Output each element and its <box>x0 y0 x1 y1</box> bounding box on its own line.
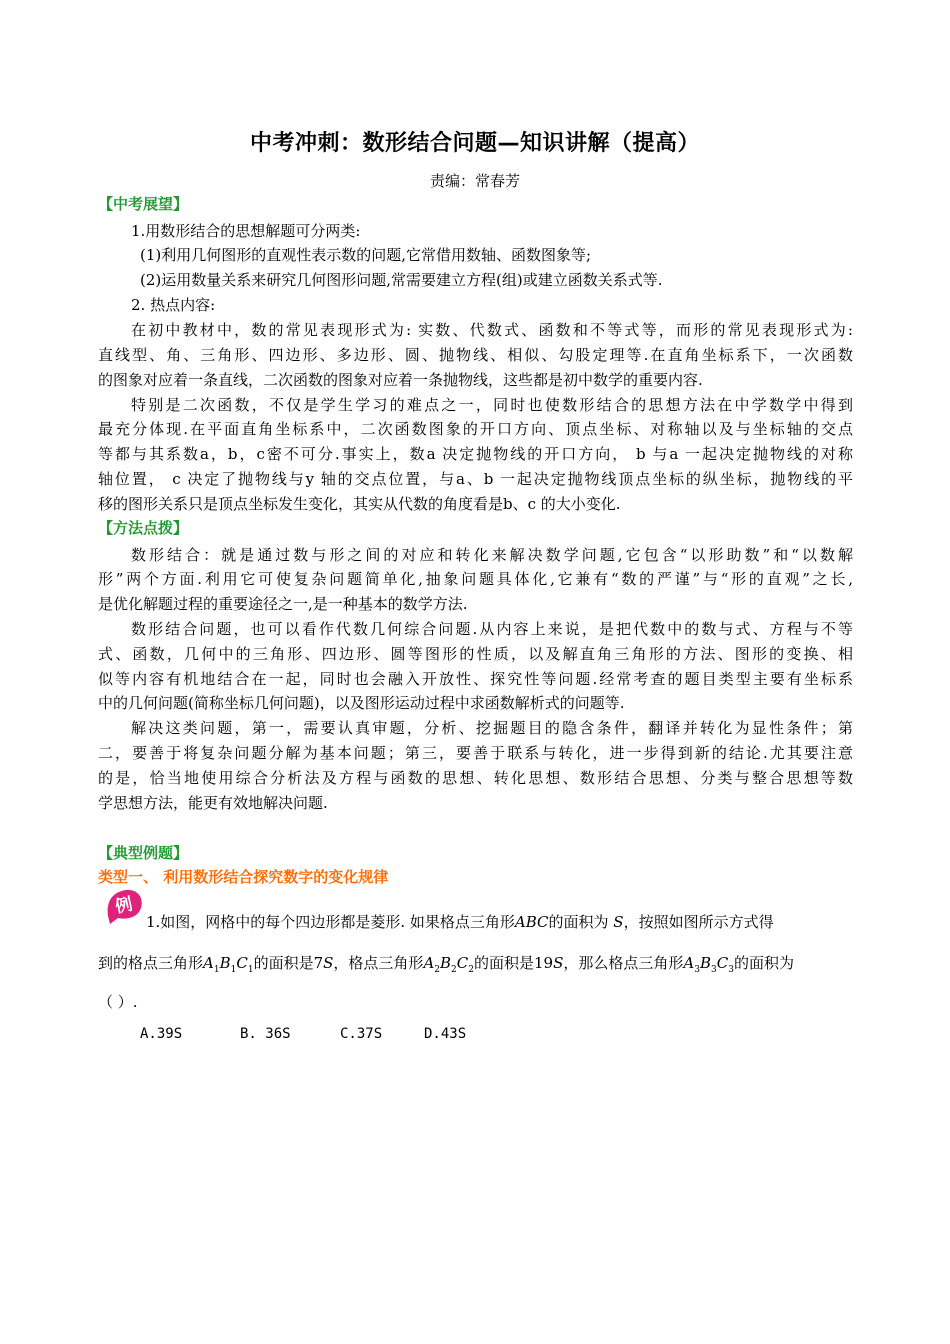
text-line: 中的几何问题(简称坐标几何问题)，以及图形运动过程中求函数解析式的问题等. <box>98 694 625 712</box>
text-line: 似等内容有机地结合在一起，同时也会融入开放性、探究性等问题.经常考查的题目类型主要有坐标系 <box>98 670 853 688</box>
text-line: 形”两个方面.利用它可使复杂问题简单化,抽象问题具体化,它兼有“数的严谨”与“形的直观”之长, <box>98 570 853 588</box>
choice-b: B. 36S <box>240 1026 291 1042</box>
text-line: 特别是二次函数，不仅是学生学习的难点之一，同时也使数形结合的思想方法在中学数学中得到 <box>131 396 853 414</box>
editor-credit: 责编：常春芳 <box>429 172 520 190</box>
text-line: 是优化解题过程的重要途径之一,是一种基本的数学方法. <box>98 595 468 613</box>
text-line: 最充分体现.在平面直角坐标系中，二次函数图象的开口方向、顶点坐标、对称轴以及与坐标轴的交点 <box>98 420 853 438</box>
example-badge-icon <box>104 886 144 926</box>
text-line: 二，要善于将复杂问题分解为基本问题；第三，要善于联系与转化，进一步得到新的结论.尤其要注意 <box>98 744 853 762</box>
text-line: 1.用数形结合的思想解题可分两类: <box>131 222 361 240</box>
problem-line-2: 到的格点三角形$A_1B_1C_1$的面积是7S，格点三角形$A_2B_2C_2$的面积是19S，那么格点三角形$A_3B_3C_3$的面积为 <box>98 954 794 975</box>
text-line: 的图象对应着一条直线，二次函数的图象对应着一条抛物线，这些都是初中数学的重要内容. <box>98 371 703 389</box>
text-line: 轴位置， c 决定了抛物线与y 轴的交点位置，与a、b 一起决定抛物线顶点坐标的纵坐标，抛物线的平 <box>98 470 853 488</box>
text-line: 数形结合：就是通过数与形之间的对应和转化来解决数学问题,它包含“以形助数”和“以数解 <box>131 546 853 564</box>
text-line: 移的图形关系只是顶点坐标发生变化，其实从代数的角度看是b、c 的大小变化. <box>98 495 621 513</box>
choice-c: C.37S <box>340 1026 383 1042</box>
problem-line-1: 1.如图，网格中的每个四边形都是菱形. 如果格点三角形ABC的面积为 S，按照如图所示方式得 <box>146 913 774 931</box>
text-line: (1)利用几何图形的直观性表示数的问题,它常借用数轴、函数图象等; <box>140 246 592 264</box>
text-line: 的是，恰当地使用综合分析法及方程与函数的思想、转化思想、数形结合思想、分类与整合思想等数 <box>98 769 853 787</box>
section-heading-outlook: 【中考展望】 <box>98 195 189 213</box>
text-line: 学思想方法，能更有效地解决问题. <box>98 794 328 812</box>
text-line: 数形结合问题，也可以看作代数几何综合问题.从内容上来说，是把代数中的数与式、方程与不等 <box>131 620 853 638</box>
text-line: 在初中教材中，数的常见表现形式为: 实数、代数式、函数和不等式等，而形的常见表现形式为: <box>131 321 853 339</box>
example-badge-text: 例 <box>113 894 135 918</box>
page-title: 中考冲刺：数形结合问题—知识讲解（提高） <box>249 131 700 156</box>
text-line: 直线型、角、三角形、四边形、多边形、圆、抛物线、相似、勾股定理等.在直角坐标系下，一次函数 <box>98 346 853 364</box>
choice-a: A.39S <box>140 1026 183 1042</box>
section-heading-method: 【方法点拨】 <box>98 519 189 537</box>
example-type-heading: 类型一、 利用数形结合探究数字的变化规律 <box>98 868 389 886</box>
text-line: 2. 热点内容: <box>131 296 216 314</box>
section-heading-examples: 【典型例题】 <box>98 844 189 862</box>
text-line: 解决这类问题，第一，需要认真审题，分析、挖掘题目的隐含条件，翻译并转化为显性条件；第 <box>131 719 853 737</box>
text-line: 等都与其系数a，b，c密不可分.事实上，数a 决定抛物线的开口方向， b 与a 一起决定抛物线的对称 <box>98 445 853 463</box>
choice-d: D.43S <box>424 1026 467 1042</box>
text-line: 式、函数，几何中的三角形、四边形、圆等图形的性质，以及解直角三角形的方法、图形的变换、相 <box>98 645 853 663</box>
text-line: (2)运用数量关系来研究几何图形问题,常需要建立方程(组)或建立函数关系式等. <box>140 271 663 289</box>
problem-answer-blank: （ ）. <box>98 993 138 1011</box>
